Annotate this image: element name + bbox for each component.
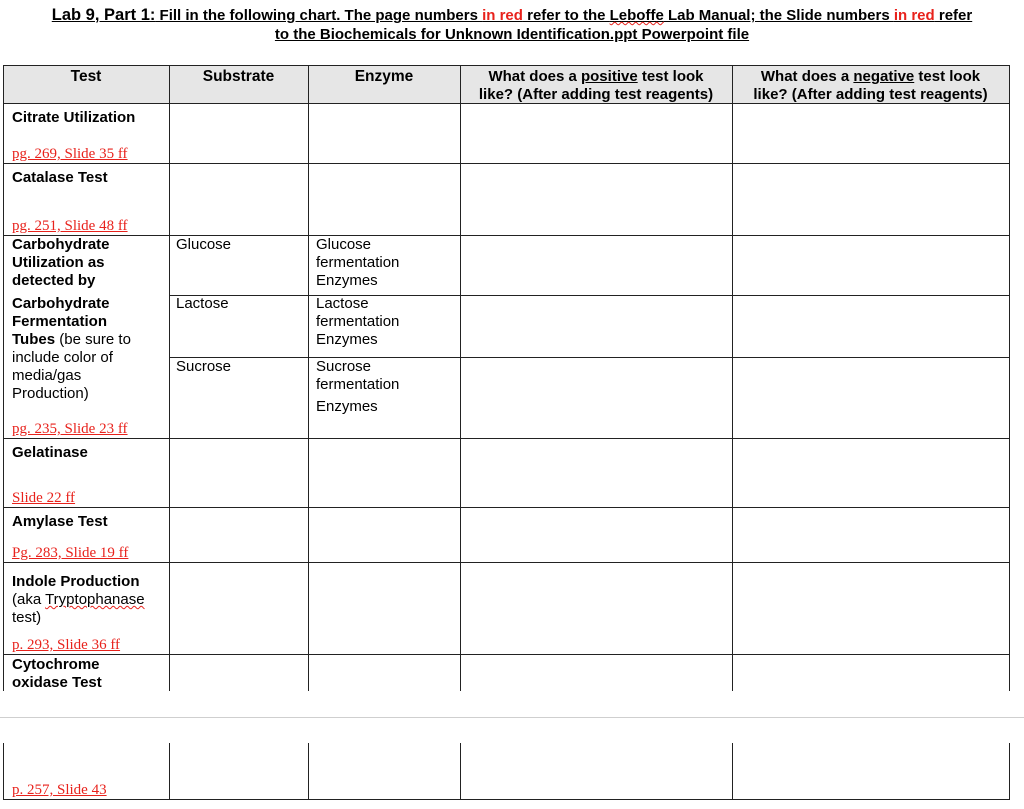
header-positive: What does a positive test look like? (After adding test reagents) [478, 68, 714, 103]
sucrose-enzyme: Sucrose fermentation Enzymes [316, 358, 400, 415]
header-substrate: Substrate [202, 68, 275, 85]
row-cytochrome-name: Cytochrome oxidase Test [12, 656, 102, 691]
title-line-1: Lab 9, Part 1: Fill in the following chart. The page numbers in red refer to the Leboffe Lab Manual; the Slide numbers in red refer [51, 6, 973, 24]
lactose-enzyme: Lactose fermentation Enzymes [316, 295, 400, 348]
page-title [0, 6, 1024, 44]
row-gelatinase-name: Gelatinase [12, 444, 88, 461]
row-gelatinase-ref: Slide 22 ff [12, 490, 76, 506]
row-indole-ref: p. 293, Slide 36 ff [12, 637, 121, 653]
glucose-enzyme: Glucose fermentation Enzymes [316, 236, 400, 289]
row-carbo-name: Carbohydrate Utilization as detected by Carbohydrate Fermentation Tubes (be sure to include color of media/gas Production) [12, 236, 131, 402]
header-negative: What does a negative test look like? (After adding test reagents) [753, 68, 988, 103]
lactose-substrate: Lactose [176, 295, 229, 312]
sucrose-substrate: Sucrose [176, 358, 232, 375]
page-break [0, 717, 1024, 718]
row-citrate-ref: pg. 269, Slide 35 ff [12, 146, 128, 162]
row-catalase-ref: pg. 251, Slide 48 ff [12, 218, 128, 234]
title-line-2: to the Biochemicals for Unknown Identification.ppt Powerpoint file [274, 26, 750, 43]
glucose-substrate: Glucose [176, 236, 232, 253]
row-catalase-name: Catalase Test [12, 169, 108, 186]
header-test: Test [70, 68, 102, 85]
row-indole-name: Indole Production (aka Tryptophanase test) [12, 573, 145, 626]
row-cytochrome-ref: p. 257, Slide 43 [12, 782, 107, 798]
row-amylase-name: Amylase Test [12, 513, 108, 530]
header-enzyme: Enzyme [354, 68, 414, 85]
row-carbo-ref: pg. 235, Slide 23 ff [12, 421, 128, 437]
row-citrate-name: Citrate Utilization [12, 109, 136, 126]
row-amylase-ref: Pg. 283, Slide 19 ff [12, 545, 129, 561]
